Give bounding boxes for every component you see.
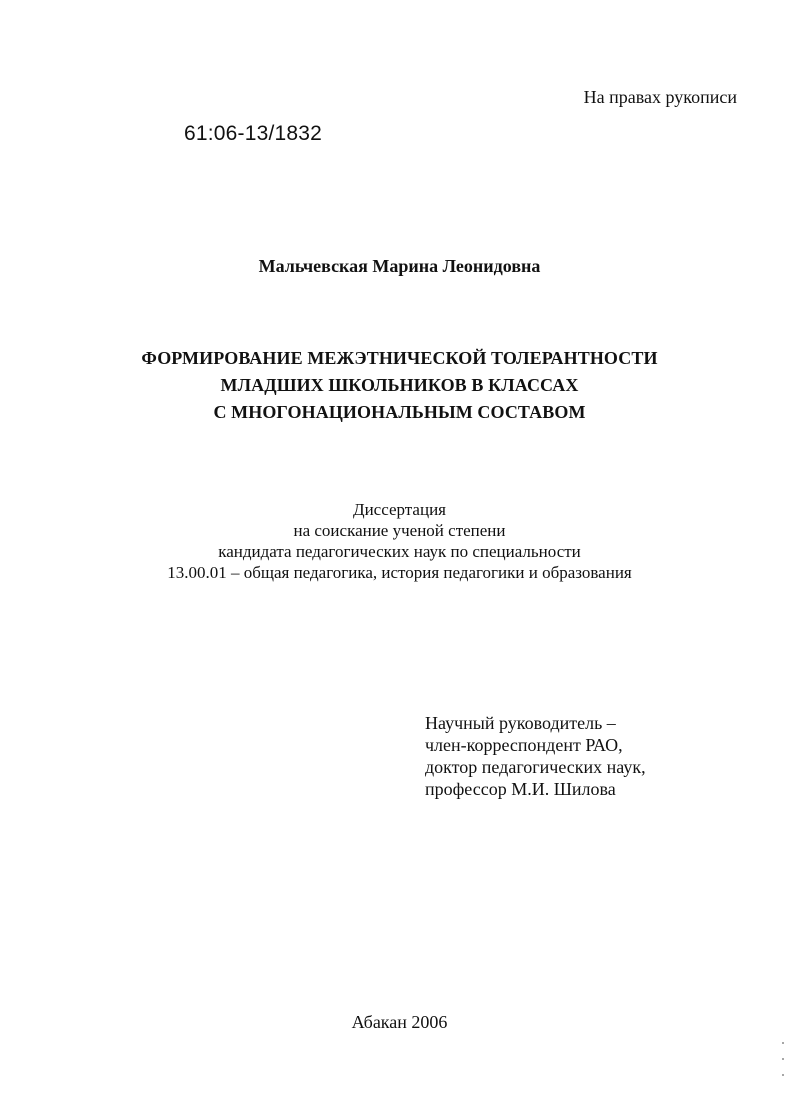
dissertation-title	[0, 345, 799, 426]
title-line: МЛАДШИХ ШКОЛЬНИКОВ В КЛАССАХ	[220, 375, 579, 395]
degree-description	[0, 499, 799, 583]
degree-line: 13.00.01 – общая педагогика, история педагогики и образования	[167, 563, 632, 582]
scan-artifact-dot	[782, 1058, 784, 1060]
title-line: С МНОГОНАЦИОНАЛЬНЫМ СОСТАВОМ	[213, 402, 586, 422]
degree-line: кандидата педагогических наук по специальности	[218, 542, 581, 561]
supervisor-info	[425, 712, 646, 800]
supervisor-line: доктор педагогических наук,	[425, 757, 646, 777]
degree-line: Диссертация	[352, 500, 446, 519]
supervisor-line: профессор М.И. Шилова	[425, 779, 616, 799]
scan-artifact-dot	[782, 1042, 784, 1044]
scan-artifact-dot	[782, 1074, 784, 1076]
supervisor-line: член-корреспондент РАО,	[425, 735, 623, 755]
manuscript-note: На правах рукописи	[583, 87, 737, 107]
author-name: Мальчевская Марина Леонидовна	[258, 256, 541, 276]
catalog-code: 61:06-13/1832	[184, 122, 323, 145]
place-year: Абакан 2006	[351, 1012, 448, 1032]
supervisor-line: Научный руководитель –	[425, 713, 616, 733]
title-line: ФОРМИРОВАНИЕ МЕЖЭТНИЧЕСКОЙ ТОЛЕРАНТНОСТИ	[141, 348, 658, 368]
degree-line: на соискание ученой степени	[293, 521, 506, 540]
